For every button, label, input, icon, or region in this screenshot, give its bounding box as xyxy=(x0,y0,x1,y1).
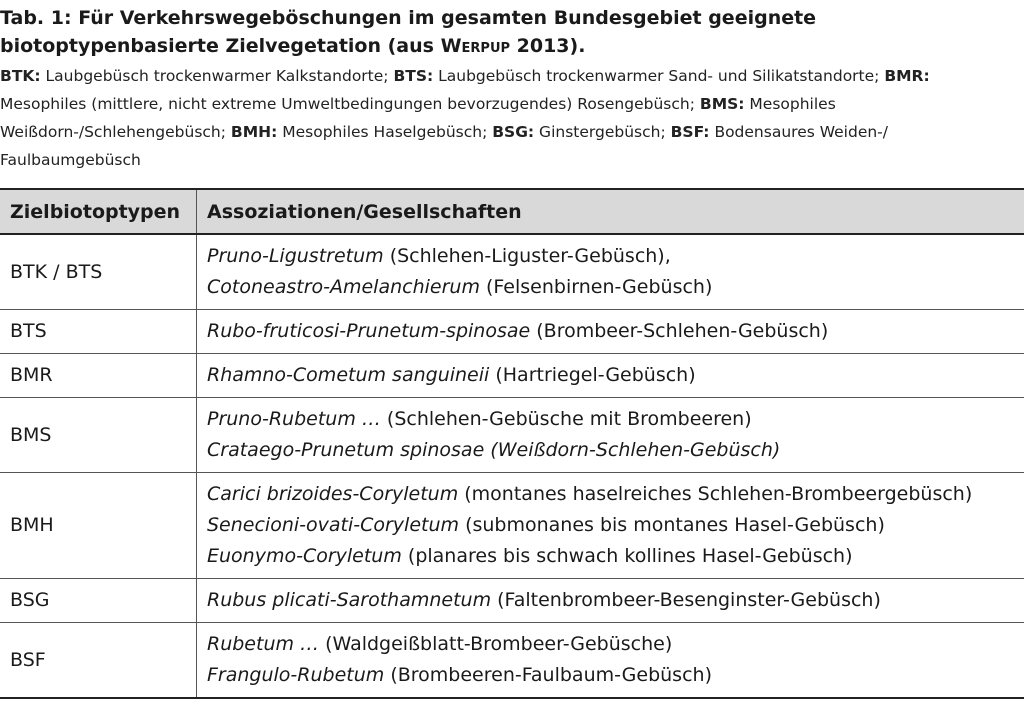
abbreviation-legend xyxy=(0,62,1010,174)
association-line xyxy=(207,629,1014,660)
table-row xyxy=(0,398,1024,473)
abbreviation-code: BTK: xyxy=(0,67,41,85)
association-latin-name: Pruno-Ligustretum xyxy=(207,245,384,267)
association-german-name: (Brombeer-Schlehen-Gebüsch) xyxy=(530,320,829,342)
cell-associations xyxy=(197,354,1024,398)
association-latin-name: Rubo-fruticosi-Prunetum-spinosae xyxy=(207,320,531,342)
header-zielbiotoptypen: Zielbiotoptypen xyxy=(0,189,197,234)
abbreviation-description: Laubgebüsch trockenwarmer Kalkstandorte; xyxy=(40,67,394,85)
cell-biotope-type: BMS xyxy=(0,398,197,473)
association-line xyxy=(207,404,1014,435)
table-row xyxy=(0,354,1024,398)
table-body xyxy=(0,234,1024,698)
association-latin-name: Senecioni-ovati-Coryletum xyxy=(207,514,460,536)
association-latin-name: Frangulo-Rubetum xyxy=(207,664,385,686)
abbreviation-description: Mesophiles Haselgebüsch; xyxy=(277,123,493,141)
caption-title-suffix: 2013). xyxy=(510,35,586,57)
table-row xyxy=(0,473,1024,579)
abbreviation-code: BMS: xyxy=(699,95,745,113)
abbreviation-code: BSF: xyxy=(670,123,710,141)
abbreviation-description: Ginstergebüsch; xyxy=(534,123,671,141)
association-german-name: (planares bis schwach kollines Hasel-Gebüsch) xyxy=(401,545,853,567)
cell-associations xyxy=(197,234,1024,310)
association-line xyxy=(207,272,1014,303)
association-german-name: (Schlehen-Gebüsche mit Brombeeren) xyxy=(380,408,752,430)
association-latin-name: Crataego-Prunetum spinosae (Weißdorn-Schlehen-Gebüsch) xyxy=(207,439,781,461)
table-header-row xyxy=(0,189,1024,234)
cell-associations xyxy=(197,310,1024,354)
association-latin-name: Rubus plicati-Sarothamnetum xyxy=(207,589,492,611)
association-line xyxy=(207,435,1014,466)
association-latin-name: Rhamno-Cometum sanguineii xyxy=(207,364,490,386)
association-german-name: (Waldgeißblatt-Brombeer-Gebüsche) xyxy=(319,633,673,655)
header-assoziationen: Assoziationen/Gesellschaften xyxy=(197,189,1024,234)
association-german-name: (Felsenbirnen-Gebüsch) xyxy=(479,276,713,298)
cell-biotope-type: BMR xyxy=(0,354,197,398)
association-german-name: (montanes haselreiches Schlehen-Brombeergebüsch) xyxy=(458,483,973,505)
cell-biotope-type: BSG xyxy=(0,579,197,623)
cell-biotope-type: BTK / BTS xyxy=(0,234,197,310)
table-row xyxy=(0,234,1024,310)
abbreviation-description: Mesophiles Weißdorn-/Schlehengebüsch; xyxy=(0,95,836,141)
association-german-name: (Schlehen-Liguster-Gebüsch), xyxy=(383,245,671,267)
abbreviation-code: BTS: xyxy=(393,67,434,85)
abbreviation-description: Bodensaures Weiden-/ Faulbaumgebüsch xyxy=(0,123,889,169)
association-german-name: (Faltenbrombeer-Besenginster-Gebüsch) xyxy=(491,589,881,611)
table-caption xyxy=(0,4,1010,174)
association-latin-name: Carici brizoides-Coryletum xyxy=(207,483,459,505)
caption-title xyxy=(0,4,1010,60)
association-line xyxy=(207,316,1014,347)
abbreviation-code: BMR: xyxy=(884,67,930,85)
cell-biotope-type: BSF xyxy=(0,623,197,699)
table-row xyxy=(0,579,1024,623)
association-line xyxy=(207,510,1014,541)
vegetation-table xyxy=(0,188,1024,699)
abbreviation-description: Mesophiles (mittlere, nicht extreme Umweltbedingungen bevorzugendes) Rosengebüsch; xyxy=(0,95,700,113)
cell-associations xyxy=(197,623,1024,699)
association-latin-name: Pruno-Rubetum … xyxy=(207,408,381,430)
caption-title-text: Tab. 1: Für Verkehrswegeböschungen im gesamten Bundesgebiet geeignete biotoptypenbasierte Zielvegetation (aus xyxy=(0,7,817,57)
abbreviation-code: BMH: xyxy=(230,123,278,141)
association-latin-name: Euonymo-Coryletum xyxy=(207,545,402,567)
cell-biotope-type: BTS xyxy=(0,310,197,354)
association-line xyxy=(207,541,1014,572)
association-line xyxy=(207,479,1014,510)
cell-associations xyxy=(197,473,1024,579)
association-latin-name: Rubetum … xyxy=(207,633,320,655)
association-german-name: (Hartriegel-Gebüsch) xyxy=(489,364,696,386)
association-line xyxy=(207,585,1014,616)
abbreviation-description: Laubgebüsch trockenwarmer Sand- und Silikatstandorte; xyxy=(433,67,885,85)
table-row xyxy=(0,623,1024,699)
association-german-name: (Brombeeren-Faulbaum-Gebüsch) xyxy=(384,664,712,686)
abbreviation-code: BSG: xyxy=(492,123,535,141)
cell-biotope-type: BMH xyxy=(0,473,197,579)
cell-associations xyxy=(197,579,1024,623)
association-line xyxy=(207,241,1014,272)
association-german-name: (submonanes bis montanes Hasel-Gebüsch) xyxy=(459,514,885,536)
table-row xyxy=(0,310,1024,354)
association-line xyxy=(207,360,1014,391)
association-latin-name: Cotoneastro-Amelanchierum xyxy=(207,276,480,298)
cell-associations xyxy=(197,398,1024,473)
caption-title-author: Werpup xyxy=(440,35,511,57)
association-line xyxy=(207,660,1014,691)
